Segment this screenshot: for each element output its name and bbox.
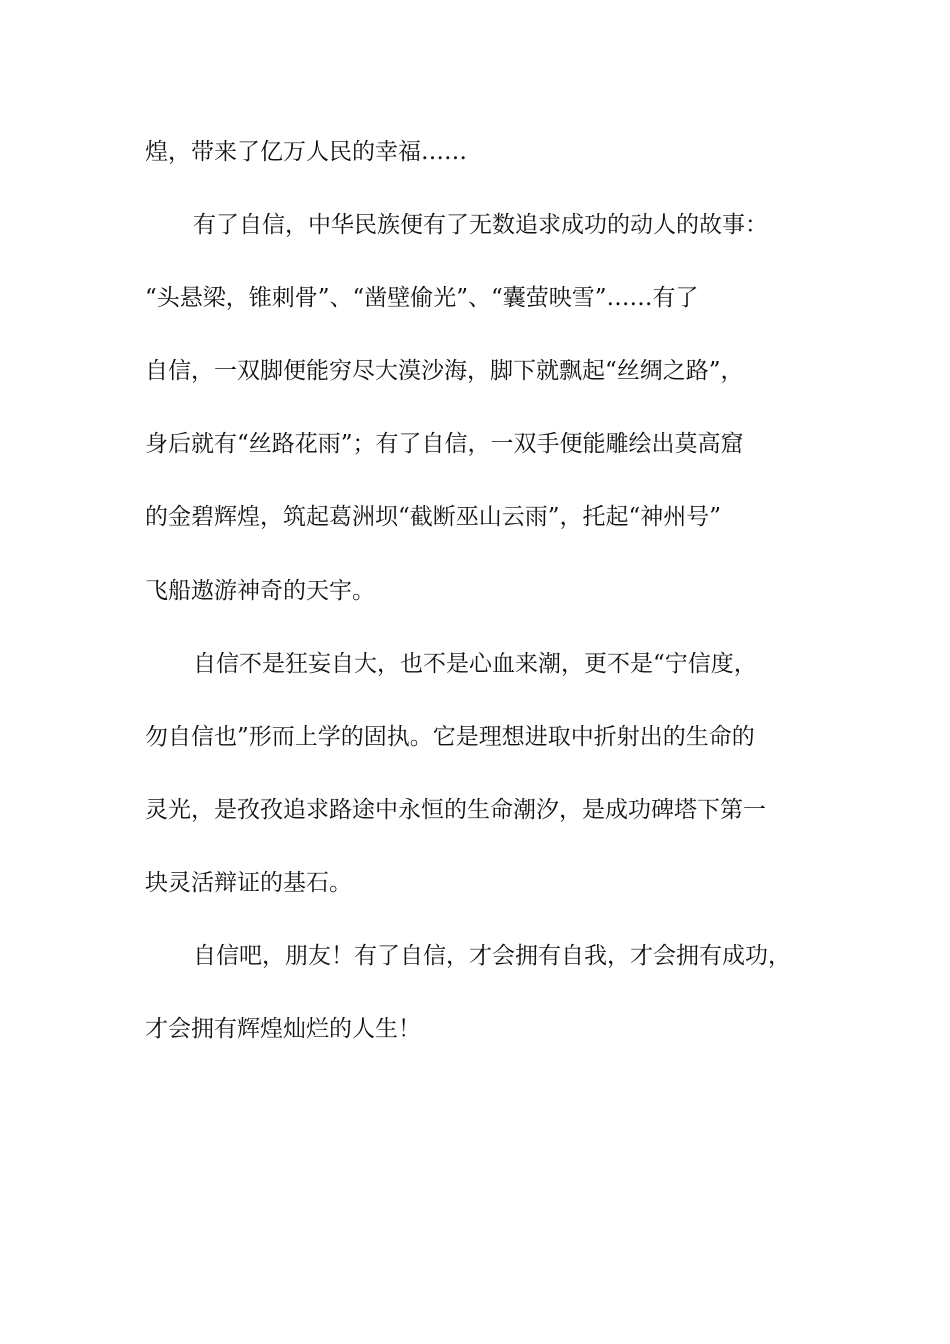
text-line: 飞船遨游神奇的天宇。: [145, 577, 375, 604]
text-line: 勿自信也”形而上学的固执。它是理想进取中折射出的生命的: [145, 723, 755, 750]
paragraph-start-line: 有了自信，中华民族便有了无数追求成功的动人的故事：: [193, 212, 768, 239]
text-line: 块灵活辩证的基石。: [145, 869, 352, 896]
paragraph-start-line: 自信吧，朋友！有了自信，才会拥有自我，才会拥有成功，: [193, 943, 791, 970]
text-line: 自信，一双脚便能穷尽大漠沙海，脚下就飘起“丝绸之路”，: [145, 358, 744, 385]
document-body: [145, 126, 825, 1076]
text-line: 灵光，是孜孜追求路途中永恒的生命潮汐，是成功碑塔下第一: [145, 796, 766, 823]
text-line: 的金碧辉煌，筑起葛洲坝“截断巫山云雨”，托起“神州号”: [145, 504, 722, 531]
text-line: 身后就有“丝路花雨”；有了自信，一双手便能雕绘出莫高窟: [145, 431, 744, 458]
text-line: 才会拥有辉煌灿烂的人生！: [145, 1016, 421, 1043]
paragraph-start-line: 自信不是狂妄自大，也不是心血来潮，更不是“宁信度，: [193, 650, 757, 677]
text-line: 煌，带来了亿万人民的幸福……: [145, 139, 467, 165]
text-line: “头悬梁，锥刺骨”、“凿壁偷光”、“囊萤映雪”……有了: [145, 285, 699, 312]
